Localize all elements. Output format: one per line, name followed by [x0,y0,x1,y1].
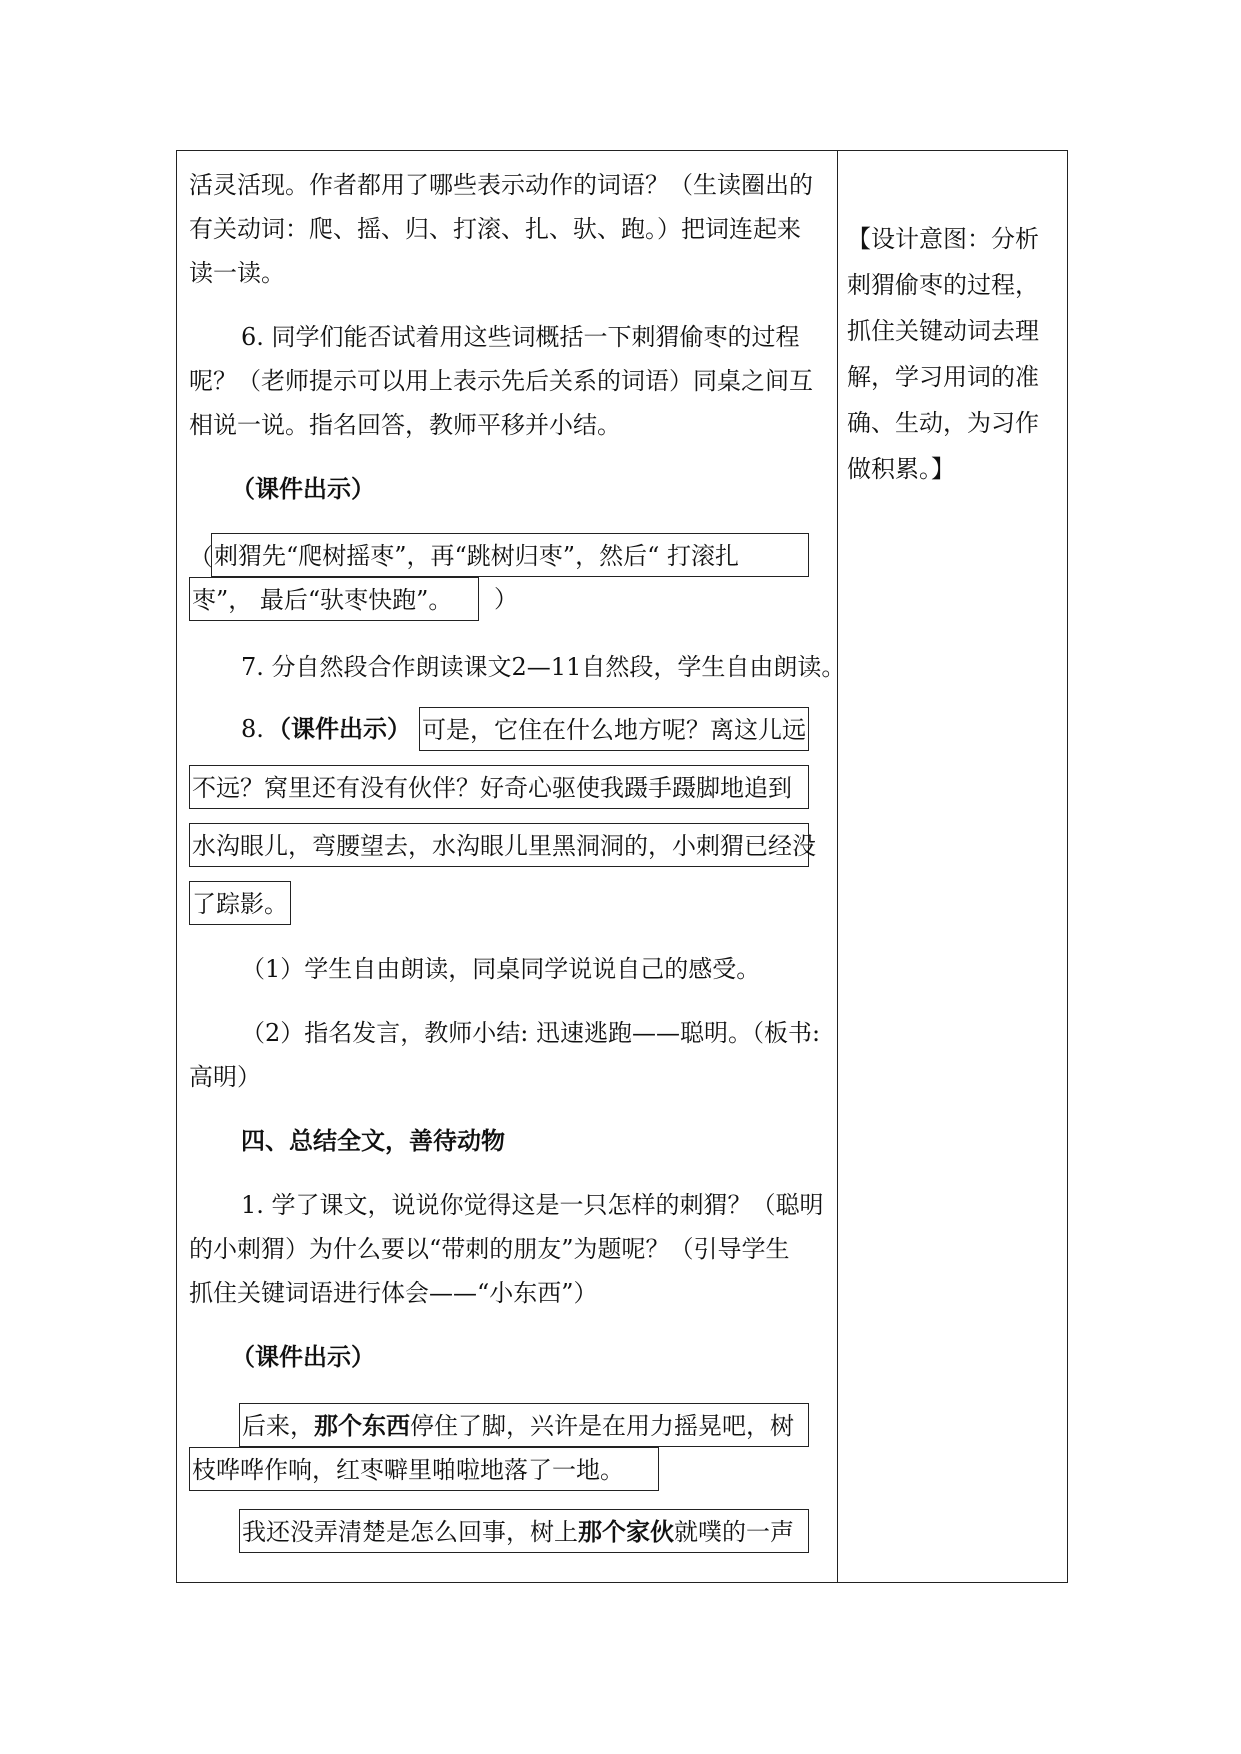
section-heading: （课件出示） [267,715,411,743]
close-paren: ） [494,585,518,613]
quote-box-line-2 [189,577,479,621]
quote-text: 枣”， 最后“驮枣快跑”。 [192,586,453,614]
item-number: 8. [241,715,264,743]
quote-box-line-1 [239,1403,809,1447]
quote-box-line-1 [419,707,809,751]
section-heading: （课件出示） [231,1343,375,1371]
design-intent-line: 做积累。】 [847,455,955,483]
quote-box-line-4 [189,881,291,925]
quote-text: 可是，它住在什么地方呢？离这儿远 [422,716,806,744]
paragraph-line: （2）指名发言，教师小结: 迅速逃跑——聪明。（板书: [241,1019,821,1047]
paragraph-line: 呢？（老师提示可以用上表示先后关系的词语）同桌之间互 [189,367,813,395]
quote-box-line-1 [211,533,809,577]
design-intent-line: 【设计意图：分析 [847,225,1039,253]
quote-box-line-2 [189,765,809,809]
paragraph-line: 抓住关键词语进行体会——“小东西”） [189,1279,598,1307]
quote-text-part: 后来， [242,1412,314,1440]
design-intent-line: 抓住关键动词去理 [847,317,1039,345]
section-heading: （课件出示） [231,475,375,503]
paragraph-line: （1）学生自由朗读，同桌同学说说自己的感受。 [241,955,761,983]
quote-text-part: 我还没弄清楚是怎么回事，树上 [242,1518,578,1546]
quote-text-emphasis: 那个东西 [314,1412,410,1440]
paragraph-line: 高明） [189,1063,261,1091]
quote-text-part: 就噗的一声 [674,1518,794,1546]
design-intent-line: 解，学习用词的准 [847,363,1039,391]
quote-text: 枝哗哗作响，红枣噼里啪啦地落了一地。 [192,1456,624,1484]
quote-text: 水沟眼儿，弯腰望去，水沟眼儿里黑洞洞的，小刺猬已经没 [192,832,816,860]
quote-text [242,1404,794,1448]
quote-box-line-2 [189,1447,659,1491]
paragraph-line: 1. 学了课文，说说你觉得这是一只怎样的刺猬？（聪明 [241,1191,824,1219]
paragraph-line: 相说一说。指名回答，教师平移并小结。 [189,411,621,439]
paragraph-line: 有关动词：爬、摇、归、打滚、扎、驮、跑。）把词连起来 [189,215,801,243]
quote-text: 刺猬先“爬树摇枣”，再“跳树归枣”，然后“ 打滚扎 [214,542,739,570]
paragraph-line: 7. 分自然段合作朗读课文2—11自然段，学生自由朗读。 [241,653,846,681]
section-heading: 四、总结全文，善待动物 [241,1127,505,1155]
lesson-plan-table [176,150,1068,1583]
design-intent-line: 刺猬偷枣的过程， [847,271,1039,299]
quote-box-line-3 [189,823,816,867]
quote-text-part: 停住了脚，兴许是在用力摇晃吧，树 [410,1412,794,1440]
quote-box-line-1 [239,1509,809,1553]
quote-text-emphasis: 那个家伙 [578,1518,674,1546]
column-divider [837,151,838,1582]
paragraph-line: 6. 同学们能否试着用这些词概括一下刺猬偷枣的过程 [241,323,800,351]
quote-text: 了踪影。 [192,890,288,918]
quote-text: 不远？窝里还有没有伙伴？好奇心驱使我蹑手蹑脚地追到 [192,774,792,802]
open-paren: （ [189,543,213,571]
paragraph-line: 读一读。 [189,259,285,287]
quote-text [242,1510,794,1554]
paragraph-line: 活灵活现。作者都用了哪些表示动作的词语？（生读圈出的 [189,171,813,199]
paragraph-line: 的小刺猬）为什么要以“带刺的朋友”为题呢？（引导学生 [189,1235,790,1263]
design-intent-line: 确、生动，为习作 [847,409,1039,437]
